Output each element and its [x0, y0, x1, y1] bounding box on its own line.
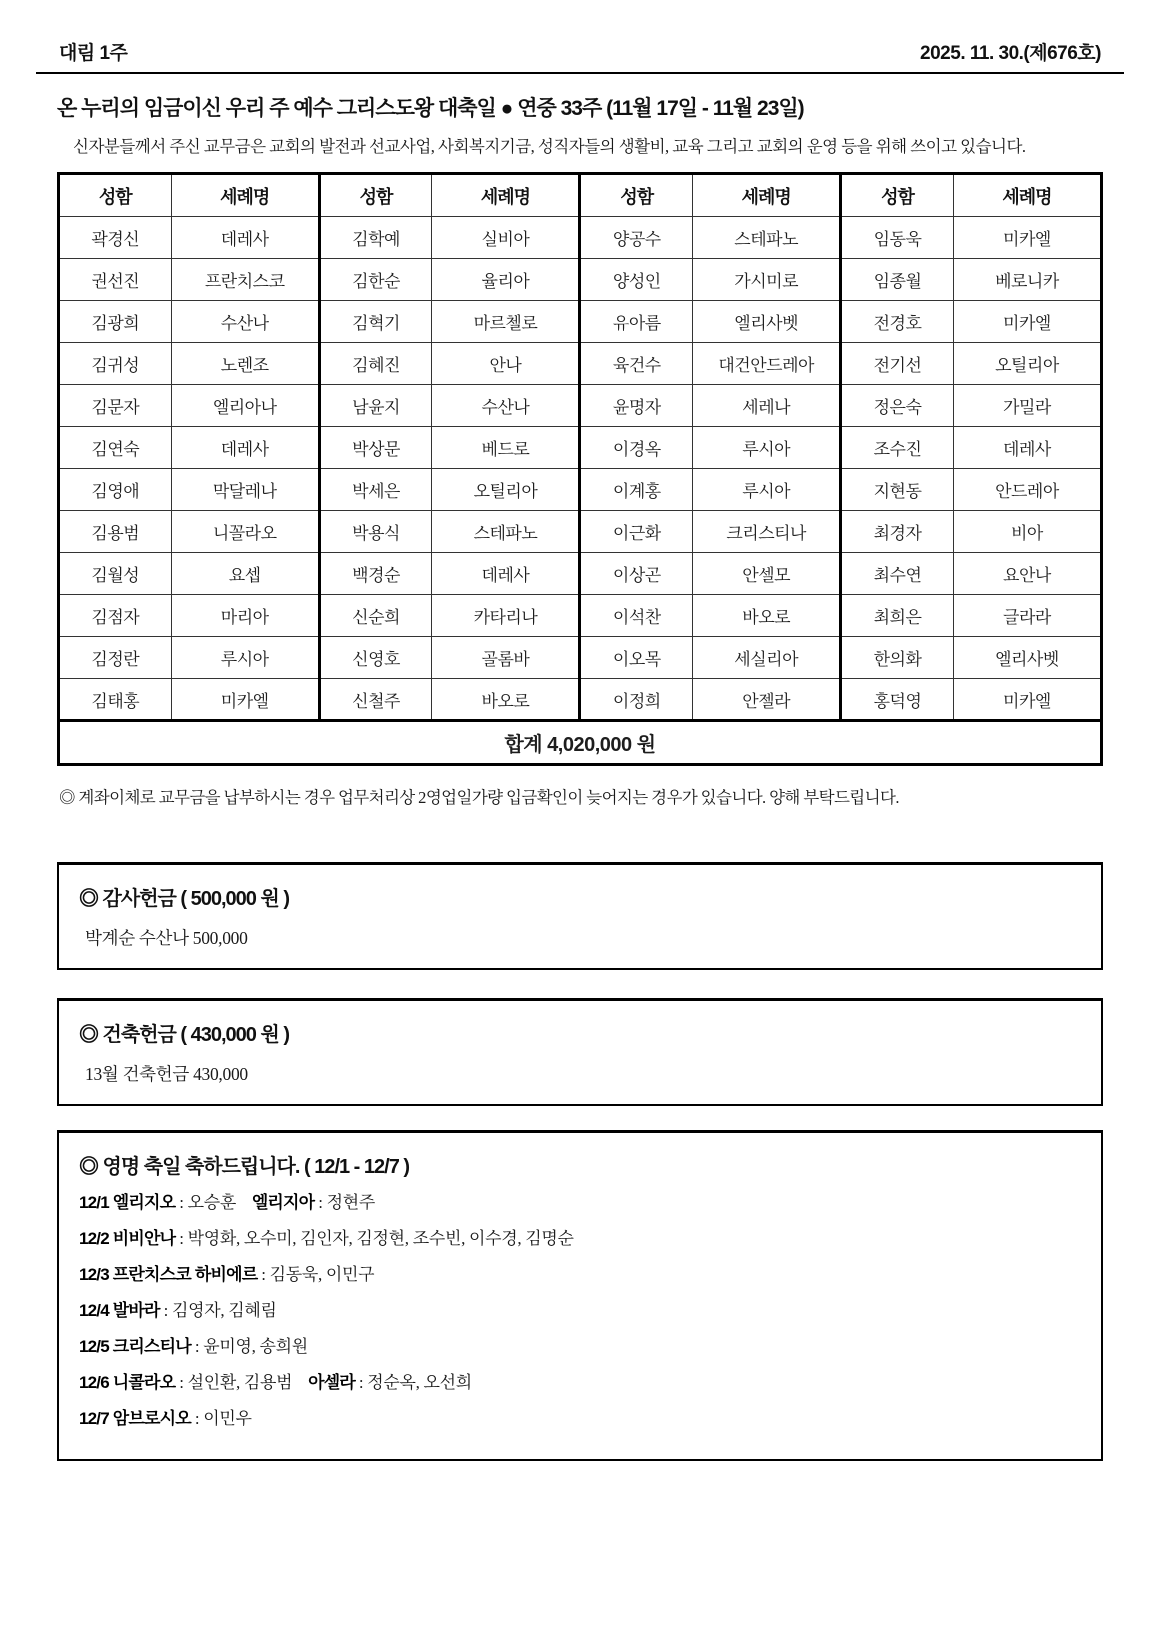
feast-line — [79, 1365, 1081, 1401]
feast-saint-label: 12/2 비비안나 — [79, 1229, 176, 1248]
baptismal-name-cell: 가시미로 — [693, 259, 841, 301]
baptismal-name-cell: 베로니카 — [953, 259, 1101, 301]
feast-saint-label: 12/6 니콜라오 — [79, 1373, 176, 1392]
feast-title: ◎ 영명 축일 축하드립니다. ( 12/1 - 12/7 ) — [79, 1156, 410, 1178]
baptismal-name-cell: 오틸리아 — [953, 343, 1101, 385]
offering-table-body — [59, 217, 1102, 721]
feast-line — [79, 1185, 1081, 1221]
name-cell: 김혜진 — [319, 343, 432, 385]
name-cell: 백경순 — [319, 553, 432, 595]
baptismal-name-cell: 니꼴라오 — [171, 511, 319, 553]
building-offering-title: ◎ 건축헌금 ( 430,000 원 ) — [79, 1024, 289, 1046]
feast-line — [79, 1221, 1081, 1257]
name-cell: 육건수 — [580, 343, 693, 385]
page-title: 온 누리의 임금이신 우리 주 예수 그리스도왕 대축일 ● 연중 33주 (11월 17일 - 11월 23일) — [57, 97, 804, 120]
name-cell: 김한순 — [319, 259, 432, 301]
feast-line — [79, 1257, 1081, 1293]
table-row — [59, 469, 1102, 511]
feast-saint-label: 12/7 암브로시오 — [79, 1409, 191, 1428]
name-cell: 김월성 — [59, 553, 172, 595]
name-cell: 박용식 — [319, 511, 432, 553]
name-cell: 김학예 — [319, 217, 432, 259]
table-row — [59, 553, 1102, 595]
name-cell: 이상곤 — [580, 553, 693, 595]
offering-table-foot — [59, 721, 1102, 765]
baptismal-name-cell: 가밀라 — [953, 385, 1101, 427]
baptismal-name-cell: 오틸리아 — [432, 469, 580, 511]
name-cell: 이오목 — [580, 637, 693, 679]
column-header: 성함 — [319, 174, 432, 217]
name-cell: 유아름 — [580, 301, 693, 343]
name-cell: 권선진 — [59, 259, 172, 301]
table-row — [59, 595, 1102, 637]
baptismal-name-cell: 세레나 — [693, 385, 841, 427]
feast-names: : 오승훈 — [175, 1193, 252, 1212]
feast-names: : 김동욱, 이민구 — [257, 1265, 375, 1284]
table-row — [59, 679, 1102, 721]
week-label: 대림 1주 — [59, 43, 128, 64]
baptismal-name-cell: 베드로 — [432, 427, 580, 469]
baptismal-name-cell: 세실리아 — [693, 637, 841, 679]
baptismal-name-cell: 스테파노 — [432, 511, 580, 553]
name-cell: 이정희 — [580, 679, 693, 721]
feast-names: : 이민우 — [190, 1409, 252, 1428]
column-header: 성함 — [580, 174, 693, 217]
name-cell: 전기선 — [841, 343, 954, 385]
offering-table-head — [59, 174, 1102, 217]
feast-saint-label: 아셀라 — [308, 1373, 355, 1392]
name-cell: 이석찬 — [580, 595, 693, 637]
name-cell: 김정란 — [59, 637, 172, 679]
name-cell: 남윤지 — [319, 385, 432, 427]
baptismal-name-cell: 요셉 — [171, 553, 319, 595]
baptismal-name-cell: 대건안드레아 — [693, 343, 841, 385]
baptismal-name-cell: 엘리아나 — [171, 385, 319, 427]
name-cell: 지현동 — [841, 469, 954, 511]
column-header: 세례명 — [693, 174, 841, 217]
baptismal-name-cell: 스테파노 — [693, 217, 841, 259]
table-row — [59, 511, 1102, 553]
feast-names: : 설인환, 김용범 — [175, 1373, 309, 1392]
intro-text: 신자분들께서 주신 교무금은 교회의 발전과 선교사업, 사회복지기금, 성직자들의 생활비, 교육 그리고 교회의 운영 등을 위해 쓰이고 있습니다. — [73, 137, 1026, 156]
baptismal-name-cell: 카타리나 — [432, 595, 580, 637]
name-cell: 김연숙 — [59, 427, 172, 469]
baptismal-name-cell: 수산나 — [432, 385, 580, 427]
feast-names: : 박영화, 오수미, 김인자, 김정현, 조수빈, 이수경, 김명순 — [175, 1229, 574, 1248]
name-cell: 김태홍 — [59, 679, 172, 721]
table-row — [59, 259, 1102, 301]
name-cell: 김영애 — [59, 469, 172, 511]
table-row — [59, 427, 1102, 469]
baptismal-name-cell: 데레사 — [432, 553, 580, 595]
column-header: 세례명 — [171, 174, 319, 217]
feast-names: : 윤미영, 송희원 — [190, 1337, 308, 1356]
baptismal-name-cell: 미카엘 — [171, 679, 319, 721]
name-cell: 박세은 — [319, 469, 432, 511]
baptismal-name-cell: 루시아 — [171, 637, 319, 679]
table-row — [59, 637, 1102, 679]
issue-date: 2025. 11. 30.(제676호) — [920, 43, 1101, 64]
feast-saint-label: 12/5 크리스티나 — [79, 1337, 191, 1356]
feast-day-box — [57, 1130, 1103, 1461]
building-offering-entry: 13월 건축헌금 430,000 — [85, 1064, 248, 1084]
feast-line — [79, 1329, 1081, 1365]
building-offering-box — [57, 998, 1103, 1106]
thanks-offering-box — [57, 862, 1103, 970]
feast-saint-label: 12/1 엘리지오 — [79, 1193, 176, 1212]
feast-line — [79, 1293, 1081, 1329]
baptismal-name-cell: 안젤라 — [693, 679, 841, 721]
baptismal-name-cell: 막달레나 — [171, 469, 319, 511]
table-row — [59, 385, 1102, 427]
baptismal-name-cell: 엘리사벳 — [693, 301, 841, 343]
thanks-offering-entry: 박계순 수산나 500,000 — [85, 928, 248, 948]
baptismal-name-cell: 율리아 — [432, 259, 580, 301]
column-header: 세례명 — [953, 174, 1101, 217]
name-cell: 최경자 — [841, 511, 954, 553]
baptismal-name-cell: 데레사 — [953, 427, 1101, 469]
baptismal-name-cell: 골롬바 — [432, 637, 580, 679]
baptismal-name-cell: 노렌조 — [171, 343, 319, 385]
name-cell: 신순희 — [319, 595, 432, 637]
name-cell: 김점자 — [59, 595, 172, 637]
baptismal-name-cell: 루시아 — [693, 427, 841, 469]
baptismal-name-cell: 크리스티나 — [693, 511, 841, 553]
name-cell: 최희은 — [841, 595, 954, 637]
baptismal-name-cell: 안셀모 — [693, 553, 841, 595]
table-row — [59, 343, 1102, 385]
name-cell: 김귀성 — [59, 343, 172, 385]
baptismal-name-cell: 바오로 — [432, 679, 580, 721]
name-cell: 윤명자 — [580, 385, 693, 427]
name-cell: 이계홍 — [580, 469, 693, 511]
name-cell: 김혁기 — [319, 301, 432, 343]
name-cell: 김문자 — [59, 385, 172, 427]
column-header: 성함 — [841, 174, 954, 217]
name-cell: 전경호 — [841, 301, 954, 343]
name-cell: 이경옥 — [580, 427, 693, 469]
feast-line — [79, 1401, 1081, 1437]
name-cell: 박상문 — [319, 427, 432, 469]
name-cell: 양공수 — [580, 217, 693, 259]
baptismal-name-cell: 마르첼로 — [432, 301, 580, 343]
baptismal-name-cell: 글라라 — [953, 595, 1101, 637]
feast-names: : 김영자, 김혜림 — [159, 1301, 277, 1320]
baptismal-name-cell: 실비아 — [432, 217, 580, 259]
name-cell: 정은숙 — [841, 385, 954, 427]
transfer-note: ◎ 계좌이체로 교무금을 납부하시는 경우 업무처리상 2영업일가량 입금확인이 늦어지는 경우가 있습니다. 양해 부탁드립니다. — [59, 788, 899, 807]
table-row — [59, 301, 1102, 343]
baptismal-name-cell: 엘리사벳 — [953, 637, 1101, 679]
name-cell: 이근화 — [580, 511, 693, 553]
name-cell: 임동욱 — [841, 217, 954, 259]
name-cell: 홍덕영 — [841, 679, 954, 721]
feast-saint-label: 12/3 프란치스코 하비에르 — [79, 1265, 258, 1284]
feast-names: : 정순옥, 오선희 — [354, 1373, 472, 1392]
thanks-offering-title: ◎ 감사헌금 ( 500,000 원 ) — [79, 888, 289, 910]
baptismal-name-cell: 수산나 — [171, 301, 319, 343]
baptismal-name-cell: 미카엘 — [953, 679, 1101, 721]
header-row — [59, 174, 1102, 217]
name-cell: 양성인 — [580, 259, 693, 301]
name-cell: 신철주 — [319, 679, 432, 721]
name-cell: 조수진 — [841, 427, 954, 469]
total-amount: 합계 4,020,000 원 — [59, 721, 1102, 765]
baptismal-name-cell: 바오로 — [693, 595, 841, 637]
baptismal-name-cell: 루시아 — [693, 469, 841, 511]
baptismal-name-cell: 미카엘 — [953, 301, 1101, 343]
name-cell: 최수연 — [841, 553, 954, 595]
baptismal-name-cell: 프란치스코 — [171, 259, 319, 301]
total-row — [59, 721, 1102, 765]
feast-saint-label: 12/4 발바라 — [79, 1301, 160, 1320]
page-header — [57, 38, 1103, 65]
feast-saint-label: 엘리지아 — [251, 1193, 315, 1212]
baptismal-name-cell: 미카엘 — [953, 217, 1101, 259]
baptismal-name-cell: 데레사 — [171, 217, 319, 259]
header-divider — [36, 72, 1124, 74]
baptismal-name-cell: 안나 — [432, 343, 580, 385]
column-header: 세례명 — [432, 174, 580, 217]
name-cell: 신영호 — [319, 637, 432, 679]
column-header: 성함 — [59, 174, 172, 217]
feast-lines — [79, 1185, 1081, 1437]
baptismal-name-cell: 안드레아 — [953, 469, 1101, 511]
name-cell: 한의화 — [841, 637, 954, 679]
name-cell: 임종월 — [841, 259, 954, 301]
baptismal-name-cell: 비아 — [953, 511, 1101, 553]
baptismal-name-cell: 데레사 — [171, 427, 319, 469]
baptismal-name-cell: 요안나 — [953, 553, 1101, 595]
offering-table — [57, 172, 1103, 766]
baptismal-name-cell: 마리아 — [171, 595, 319, 637]
table-row — [59, 217, 1102, 259]
feast-names: : 정현주 — [314, 1193, 376, 1212]
name-cell: 김용범 — [59, 511, 172, 553]
name-cell: 김광희 — [59, 301, 172, 343]
name-cell: 곽경신 — [59, 217, 172, 259]
